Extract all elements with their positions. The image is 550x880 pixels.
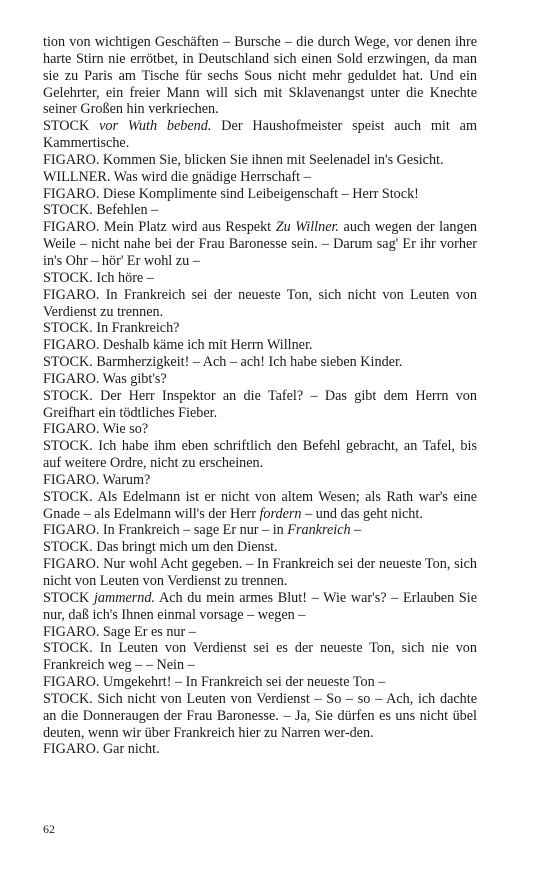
dialogue-paragraph xyxy=(43,202,477,219)
dialogue-text: FIGARO. Kommen Sie, blicken Sie ihnen mit Seelenadel in's Gesicht. xyxy=(43,151,444,168)
dialogue-paragraph xyxy=(43,421,477,438)
dialogue-text: FIGARO. Mein Platz wird aus Respekt xyxy=(43,219,276,236)
dialogue-paragraph xyxy=(43,624,477,641)
dialogue-text: STOCK. Als Edelmann ist er nicht von altem Wesen; als Rath war's eine Gnade – als Edelmann will's der Herr xyxy=(43,488,477,522)
dialogue-paragraph xyxy=(43,337,477,354)
stage-direction: vor Wuth bebend. xyxy=(99,118,212,135)
dialogue-text: FIGARO. Was gibt's? xyxy=(43,370,167,387)
dialogue-text: tion von wichtigen Geschäften – Bursche – die durch Wege, vor denen ihre harte Stirn nie errötbet, in Deutschland sich einen Sold erzwingen, da man sie zu Paris am Tische für sechs Sous nicht mehr geduldet hat. Und ein Gelehrter, ein freier Mann will sich mit Sklavenangst unter die Knechte seiner Großen hin verkriechen. xyxy=(43,34,477,118)
dialogue-paragraph xyxy=(43,34,477,118)
dialogue-text: FIGARO. Diese Komplimente sind Leibeigenschaft – Herr Stock! xyxy=(43,185,419,202)
dialogue-paragraph xyxy=(43,186,477,203)
stage-direction: Zu Willner. xyxy=(275,219,339,236)
dialogue-text: STOCK xyxy=(43,118,100,135)
dialogue-text: STOCK. In Leuten von Verdienst sei es der neueste Ton, sich nie von Frankreich weg – – Nein – xyxy=(43,640,477,674)
dialogue-text: FIGARO. Warum? xyxy=(43,471,151,488)
dialogue-text: STOCK. Ich habe ihm eben schriftlich den Befehl gebracht, an Tafel, bis auf weitere Ordre, nicht zu erscheinen. xyxy=(43,438,477,472)
dialogue-text: STOCK. Das bringt mich um den Dienst. xyxy=(43,539,278,556)
dialogue-text: WILLNER. Was wird die gnädige Herrschaft – xyxy=(43,168,311,185)
dialogue-paragraph xyxy=(43,152,477,169)
dialogue-paragraph xyxy=(43,522,477,539)
dialogue-paragraph xyxy=(43,388,477,422)
dialogue-text: – xyxy=(350,522,362,539)
stage-direction: Frankreich xyxy=(287,522,351,539)
dialogue-paragraph xyxy=(43,118,477,152)
dialogue-text: STOCK. Befehlen – xyxy=(43,202,159,219)
dialogue-text: STOCK. In Frankreich? xyxy=(43,320,180,337)
dialogue-paragraph xyxy=(43,539,477,556)
dialogue-text: STOCK. Sich nicht von Leuten von Verdienst – So – so – Ach, ich dachte an die Donneraugen der Frau Baronesse. – Ja, Sie dürfen es uns nicht übel deuten, wenn wir über Frankreich hier zu Narren wer-den. xyxy=(43,690,477,741)
dialogue-text: – und das geht nicht. xyxy=(301,505,423,522)
page-number: 62 xyxy=(43,822,55,836)
dialogue-text: STOCK. Barmherzigkeit! – Ach – ach! Ich habe sieben Kinder. xyxy=(43,354,403,371)
dialogue-paragraph xyxy=(43,472,477,489)
dialogue-paragraph xyxy=(43,741,477,758)
dialogue-text: FIGARO. Sage Er es nur – xyxy=(43,623,196,640)
dialogue-paragraph xyxy=(43,371,477,388)
dialogue-text: FIGARO. Umgekehrt! – In Frankreich sei der neueste Ton – xyxy=(43,674,386,691)
dialogue-text: Der Haushofmeister speist auch mit am Kammertische. xyxy=(43,118,477,152)
dialogue-paragraph xyxy=(43,270,477,287)
stage-direction: jammernd. xyxy=(93,589,156,606)
dialogue-text: STOCK. Ich höre – xyxy=(43,269,154,286)
dialogue-text: FIGARO. In Frankreich sei der neueste Ton, sich nicht von Leuten von Verdienst zu trennen. xyxy=(43,286,477,320)
dialogue-text: FIGARO. In Frankreich – sage Er nur – in xyxy=(43,522,288,539)
page-body-text xyxy=(43,34,477,758)
dialogue-text: Ach du mein armes Blut! – Wie war's? – Erlauben Sie nur, daß ich's Ihnen einmal vorsage – wegen – xyxy=(43,589,478,623)
dialogue-text: FIGARO. Nur wohl Acht gegeben. – In Frankreich sei der neueste Ton, sich nicht von Leuten von Verdienst zu trennen. xyxy=(43,556,477,589)
dialogue-paragraph xyxy=(43,219,477,270)
dialogue-paragraph xyxy=(43,169,477,186)
dialogue-paragraph xyxy=(43,354,477,371)
stage-direction: fordern xyxy=(259,505,302,522)
dialogue-paragraph xyxy=(43,489,477,523)
dialogue-text: FIGARO. Gar nicht. xyxy=(43,741,160,758)
dialogue-paragraph xyxy=(43,556,477,590)
dialogue-text: STOCK. Der Herr Inspektor an die Tafel? – Das gibt dem Herrn von Greifhart ein tödtliches Fieber. xyxy=(43,387,477,421)
dialogue-paragraph xyxy=(43,590,477,624)
dialogue-text: auch wegen der langen Weile – nicht nahe bei der Frau Baronesse sein. – Darum sag' Er ihr vorher in's Ohr – hör' Er wohl zu – xyxy=(43,219,477,269)
dialogue-text: STOCK xyxy=(43,589,94,606)
dialogue-paragraph xyxy=(43,640,477,674)
dialogue-paragraph xyxy=(43,691,477,742)
dialogue-paragraph xyxy=(43,287,477,321)
dialogue-paragraph xyxy=(43,320,477,337)
dialogue-paragraph xyxy=(43,438,477,472)
dialogue-text: FIGARO. Deshalb käme ich mit Herrn Willner. xyxy=(43,337,313,354)
dialogue-paragraph xyxy=(43,674,477,691)
dialogue-text: FIGARO. Wie so? xyxy=(43,421,149,438)
